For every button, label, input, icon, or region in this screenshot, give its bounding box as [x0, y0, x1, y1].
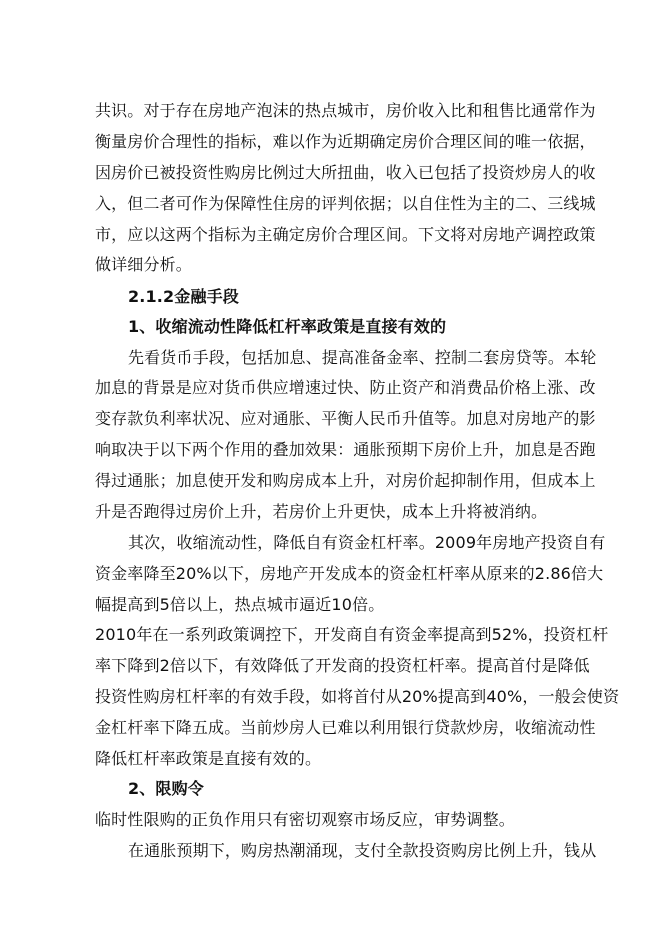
- subsection-heading: 1、收缩流动性降低杠杆率政策是直接有效的: [128, 317, 447, 336]
- paragraph-line: 变存款负利率状况、应对通胀、平衡人民币升值等。加息对房地产的影: [95, 409, 596, 428]
- paragraph-line: 市，应以这两个指标为主确定房价合理区间。下文将对房地产调控政策: [95, 225, 596, 244]
- paragraph-line: 因房价已被投资性购房比例过大所扭曲，收入已包括了投资炒房人的收: [95, 163, 596, 182]
- paragraph-line: 率下降到2倍以下，有效降低了开发商的投资杠杆率。提高首付是降低: [95, 656, 590, 675]
- paragraph-line: 其次，收缩流动性，降低自有资金杠杆率。2009年房地产投资自有: [128, 533, 606, 552]
- paragraph-line: 共识。对于存在房地产泡沫的热点城市，房价收入比和租售比通常作为: [95, 101, 596, 120]
- paragraph-line: 先看货币手段，包括加息、提高准备金率、控制二套房贷等。本轮: [128, 348, 597, 367]
- paragraph-line: 临时性限购的正负作用只有密切观察市场反应，审势调整。: [95, 810, 515, 829]
- paragraph-line: 升是否跑得过房价上升，若房价上升更快，成本上升将被消纳。: [95, 502, 548, 521]
- paragraph-line: 入，但二者可作为保障性住房的评判依据；以自住性为主的二、三线城: [95, 194, 596, 213]
- paragraph-line: 响取决于以下两个作用的叠加效果：通胀预期下房价上升，加息是否跑: [95, 440, 596, 459]
- paragraph-line: 资金率降至20%以下，房地产开发成本的资金杠杆率从原来的2.86倍大: [95, 564, 604, 583]
- paragraph-line: 衡量房价合理性的指标，难以作为近期确定房价合理区间的唯一依据，: [95, 132, 596, 151]
- section-heading: 2.1.2金融手段: [128, 287, 239, 306]
- paragraph-line: 得过通胀；加息使开发和购房成本上升，对房价起抑制作用，但成本上: [95, 471, 596, 490]
- subsection-heading: 2、限购令: [128, 779, 204, 798]
- paragraph-line: 幅提高到5倍以上，热点城市逼近10倍。: [95, 595, 385, 614]
- paragraph-line: 投资性购房杠杆率的有效手段，如将首付从20%提高到40%，一般会使资: [95, 687, 620, 706]
- paragraph-line: 2010年在一系列政策调控下，开发商自有资金率提高到52%，投资杠杆: [95, 625, 609, 644]
- paragraph-line: 降低杠杆率政策是直接有效的。: [95, 749, 322, 768]
- paragraph-line: 金杠杆率下降五成。当前炒房人已难以利用银行贷款炒房，收缩流动性: [95, 718, 596, 737]
- paragraph-line: 在通胀预期下，购房热潮涌现，支付全款投资购房比例上升，钱从: [128, 841, 597, 860]
- paragraph-line: 做详细分析。: [95, 255, 192, 274]
- paragraph-line: 加息的背景是应对货币供应增速过快、防止资产和消费品价格上涨、改: [95, 378, 596, 397]
